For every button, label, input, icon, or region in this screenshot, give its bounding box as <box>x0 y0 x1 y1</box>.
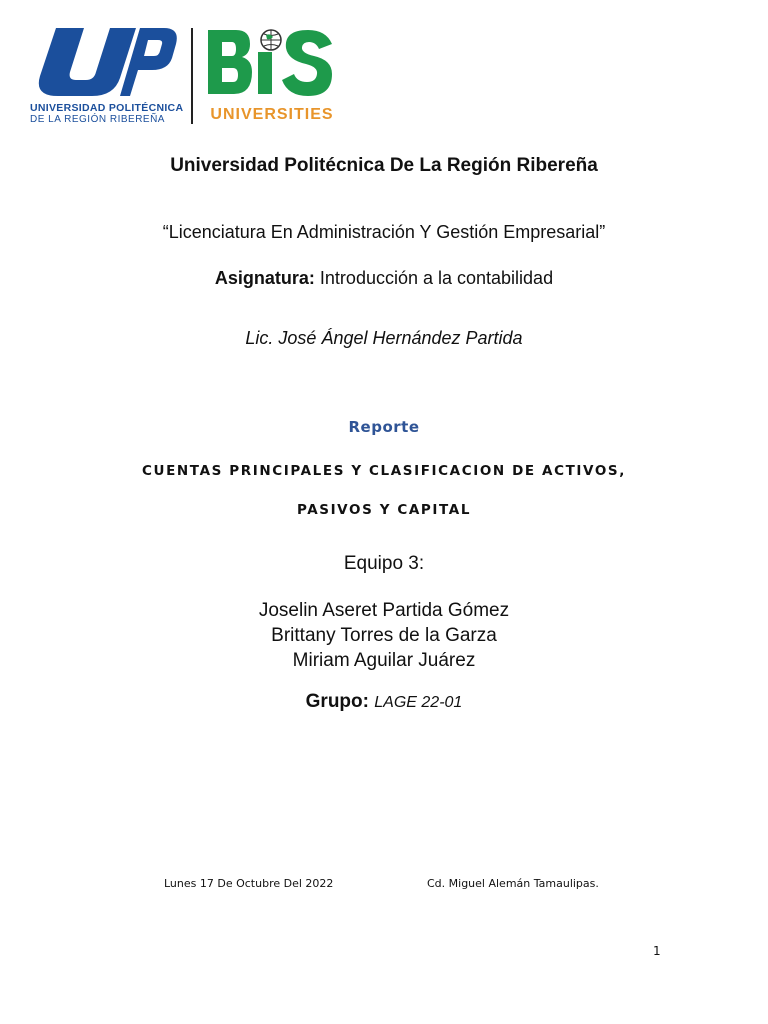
bis-logo-caption: UNIVERSITIES <box>210 106 334 123</box>
up-logo-line1: UNIVERSIDAD POLITÉCNICA <box>30 102 184 114</box>
page-number: 1 <box>653 944 661 958</box>
report-label: Reporte <box>348 418 420 436</box>
footer-place: Cd. Miguel Alemán Tamaulipas. <box>427 877 599 890</box>
team-member: Miriam Aguilar Juárez <box>292 650 476 671</box>
up-logo-line2: DE LA REGIÓN RIBEREÑA <box>30 114 165 125</box>
up-logo-mark <box>28 26 178 98</box>
bis-logo-mark <box>206 26 338 98</box>
bis-logo <box>206 26 338 124</box>
report-title-line1: CUENTAS PRINCIPALES Y CLASIFICACION DE ACTIVOS, <box>142 463 626 479</box>
teacher-name: Lic. José Ángel Hernández Partida <box>245 328 523 348</box>
footer-date: Lunes 17 De Octubre Del 2022 <box>164 877 334 890</box>
team-label: Equipo 3: <box>343 553 425 574</box>
report-title-line2: PASIVOS Y CAPITAL <box>296 502 472 518</box>
group-line <box>0 691 768 713</box>
subject-label: Asignatura: <box>214 268 315 288</box>
up-logo <box>28 26 184 125</box>
logo-divider <box>191 28 193 124</box>
subject-line <box>0 268 768 289</box>
group-label: Grupo: <box>305 691 369 712</box>
group-value: LAGE 22-01 <box>374 694 463 711</box>
team-member: Brittany Torres de la Garza <box>271 625 497 646</box>
university-title: Universidad Politécnica De La Región Ribereña <box>170 155 598 176</box>
subject-value: Introducción a la contabilidad <box>314 268 554 288</box>
degree-name: “Licenciatura En Administración Y Gestión Empresarial” <box>162 222 606 242</box>
team-member: Joselin Aseret Partida Gómez <box>258 600 510 621</box>
